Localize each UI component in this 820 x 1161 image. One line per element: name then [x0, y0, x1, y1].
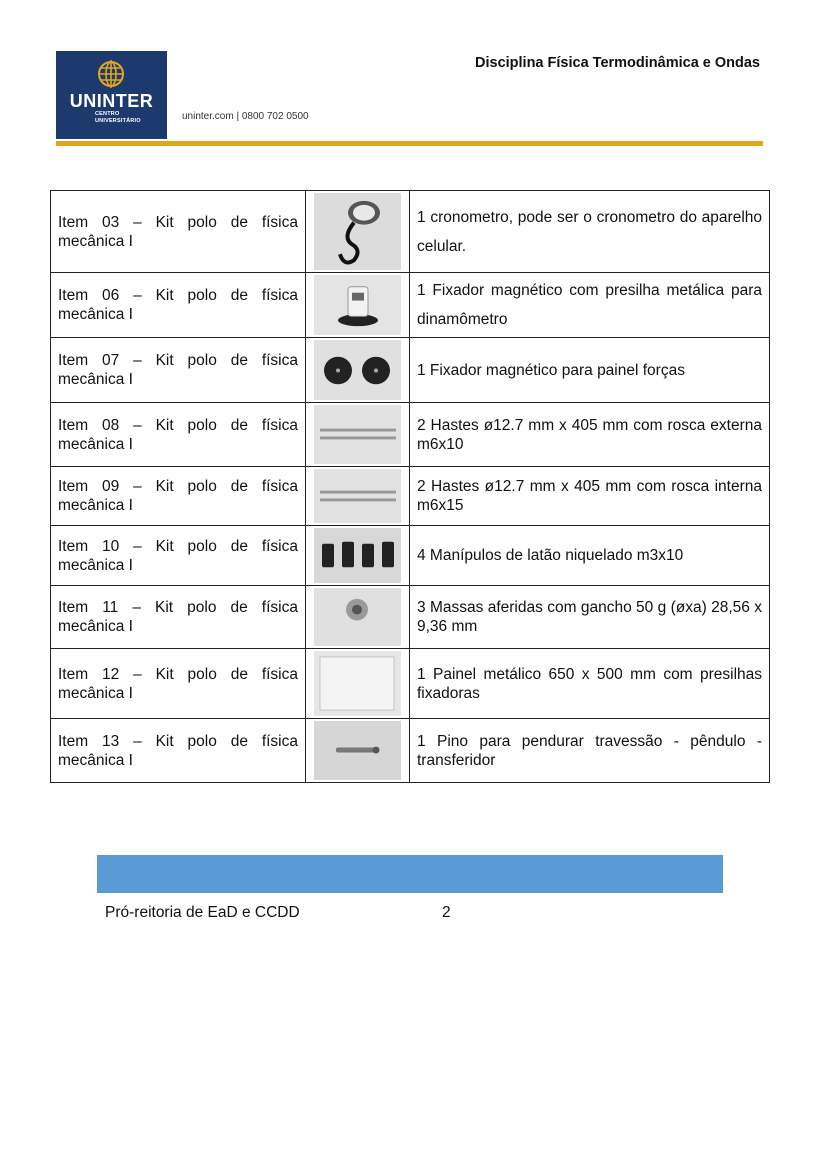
- stopwatch-icon: [314, 193, 401, 270]
- panel-icon: [314, 651, 401, 716]
- table-row: [51, 191, 770, 273]
- item-cell: Item 03 – Kit polo de física mecânica I: [51, 191, 306, 273]
- description-cell: 1 Painel metálico 650 x 500 mm com presilhas fixadoras: [410, 649, 770, 719]
- description-cell: 1 cronometro, pode ser o cronometro do aparelho celular.: [410, 191, 770, 273]
- item-cell: Item 08 – Kit polo de física mecânica I: [51, 403, 306, 467]
- description-cell: 3 Massas aferidas com gancho 50 g (øxa) 28,56 x 9,36 mm: [410, 586, 770, 649]
- table-row: [51, 526, 770, 586]
- item-cell: Item 07 – Kit polo de física mecânica I: [51, 338, 306, 403]
- logo-name: UNINTER: [69, 91, 154, 111]
- globe-icon: [94, 59, 128, 89]
- rods-icon: [314, 405, 401, 464]
- magnetic-clip-icon: [314, 275, 401, 335]
- uninter-logo: [56, 51, 167, 139]
- item-image-cell: [306, 586, 410, 649]
- description-cell: 4 Manípulos de latão niquelado m3x10: [410, 526, 770, 586]
- item-cell: Item 10 – Kit polo de física mecânica I: [51, 526, 306, 586]
- item-image-cell: [306, 403, 410, 467]
- item-image-cell: [306, 649, 410, 719]
- description-cell: 2 Hastes ø12.7 mm x 405 mm com rosca interna m6x15: [410, 467, 770, 526]
- mass-icon: [314, 588, 401, 646]
- page-title: Disciplina Física Termodinâmica e Ondas: [475, 55, 760, 71]
- items-table: [50, 190, 770, 783]
- footer-bar: [97, 855, 723, 893]
- item-cell: Item 13 – Kit polo de física mecânica I: [51, 719, 306, 783]
- knobs-icon: [314, 528, 401, 583]
- table-row: [51, 649, 770, 719]
- magnet-discs-icon: [314, 340, 401, 400]
- item-image-cell: [306, 719, 410, 783]
- table-row: [51, 719, 770, 783]
- item-cell: Item 09 – Kit polo de física mecânica I: [51, 467, 306, 526]
- item-image-cell: [306, 526, 410, 586]
- item-image-cell: [306, 273, 410, 338]
- header-divider: [56, 141, 763, 146]
- item-image-cell: [306, 467, 410, 526]
- item-cell: Item 11 – Kit polo de física mecânica I: [51, 586, 306, 649]
- footer-department: Pró-reitoria de EaD e CCDD: [105, 904, 300, 921]
- item-image-cell: [306, 191, 410, 273]
- description-cell: 1 Pino para pendurar travessão - pêndulo - transferidor: [410, 719, 770, 783]
- item-cell: Item 12 – Kit polo de física mecânica I: [51, 649, 306, 719]
- table-row: [51, 467, 770, 526]
- table-row: [51, 338, 770, 403]
- table-row: [51, 273, 770, 338]
- rods-icon: [314, 469, 401, 523]
- description-cell: 2 Hastes ø12.7 mm x 405 mm com rosca externa m6x10: [410, 403, 770, 467]
- item-image-cell: [306, 338, 410, 403]
- pin-icon: [314, 721, 401, 780]
- logo-subtitle: CENTRO UNIVERSITÁRIO: [95, 111, 141, 124]
- description-cell: 1 Fixador magnético para painel forças: [410, 338, 770, 403]
- table-row: [51, 403, 770, 467]
- item-cell: Item 06 – Kit polo de física mecânica I: [51, 273, 306, 338]
- contact-info: uninter.com | 0800 702 0500: [182, 111, 309, 122]
- description-cell: 1 Fixador magnético com presilha metálica para dinamômetro: [410, 273, 770, 338]
- table-row: [51, 586, 770, 649]
- page-number: 2: [442, 904, 451, 921]
